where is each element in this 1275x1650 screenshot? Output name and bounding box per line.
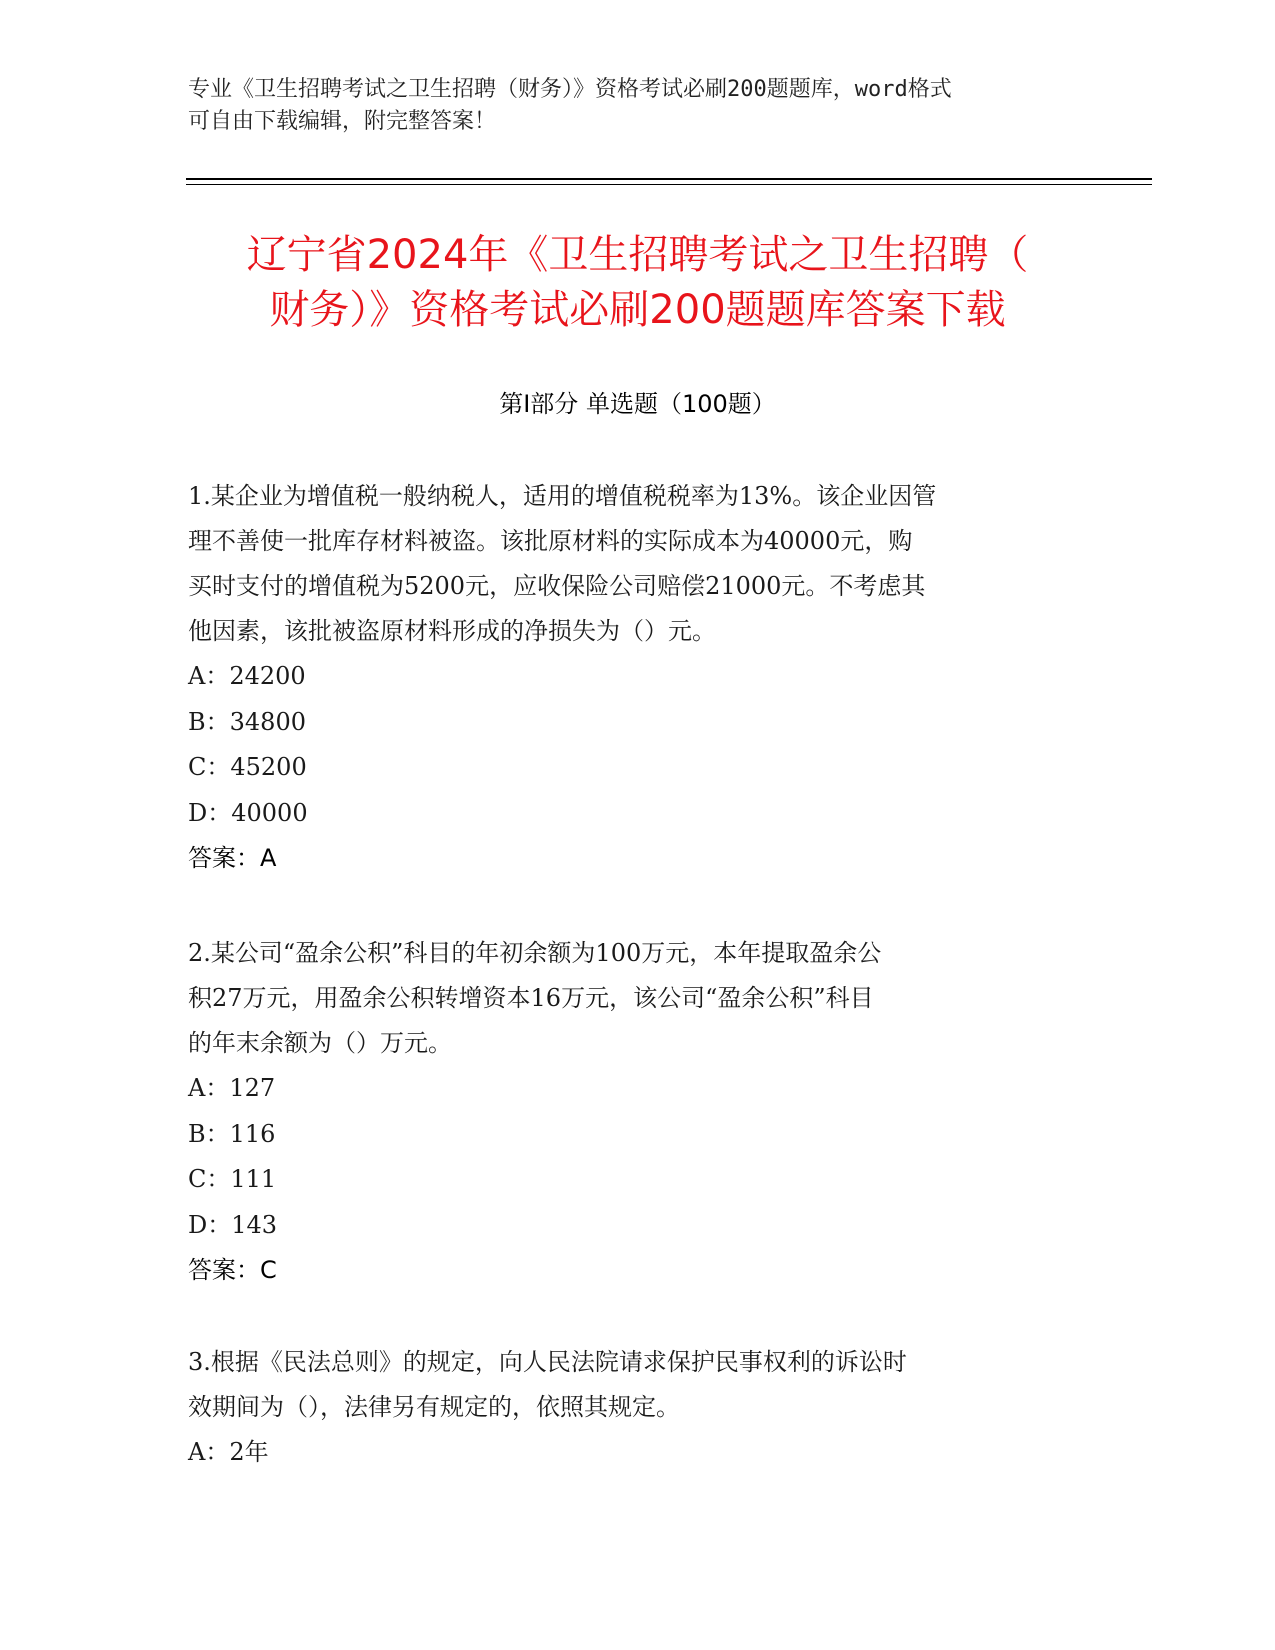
header-note-line: 可自由下载编辑，附完整答案！ xyxy=(188,109,497,134)
section-title: 第Ⅰ部分 单选题（100题） xyxy=(499,390,776,418)
question-stem xyxy=(188,931,1088,1066)
question-1 xyxy=(188,474,1088,881)
option-a: A：2年 xyxy=(188,1438,269,1466)
question-stem-line: 1.某企业为增值税一般纳税人，适用的增值税税率为13%。该企业因管 xyxy=(188,482,937,510)
option-a: A：24200 xyxy=(188,662,306,690)
question-stem-line: 效期间为（），法律另有规定的，依照其规定。 xyxy=(188,1393,680,1421)
option-a: A：127 xyxy=(188,1074,276,1102)
document-title-line: 财务）》资格考试必刷200题题库答案下载 xyxy=(269,287,1006,333)
header-note xyxy=(188,74,1088,138)
header-divider-thick xyxy=(186,178,1152,180)
question-stem-line: 理不善使一批库存材料被盗。该批原材料的实际成本为40000元，购 xyxy=(188,527,913,555)
option-d: D：40000 xyxy=(188,798,308,827)
question-3 xyxy=(188,1340,1088,1476)
question-2 xyxy=(188,931,1088,1293)
question-stem-line: 2.某公司“盈余公积”科目的年初余额为100万元，本年提取盈余公 xyxy=(188,939,882,967)
question-stem xyxy=(188,1340,1088,1430)
question-stem-line: 他因素，该批被盗原材料形成的净损失为（）元。 xyxy=(188,617,716,645)
question-stem xyxy=(188,474,1088,654)
option-c: C：45200 xyxy=(188,753,307,781)
option-d: D：143 xyxy=(188,1210,278,1239)
answer-text: 答案：C xyxy=(188,1256,277,1284)
option-b: B：34800 xyxy=(188,707,306,736)
question-stem-line: 买时支付的增值税为5200元，应收保险公司赔偿21000元。不考虑其 xyxy=(188,572,926,600)
option-c: C：111 xyxy=(188,1165,277,1193)
document-title xyxy=(150,228,1125,338)
answer-text: 答案：A xyxy=(188,844,277,872)
question-stem-line: 积27万元，用盈余公积转增资本16万元，该公司“盈余公积”科目 xyxy=(188,984,874,1012)
question-stem-line: 3.根据《民法总则》的规定，向人民法院请求保护民事权利的诉讼时 xyxy=(188,1348,907,1376)
option-b: B：116 xyxy=(188,1119,276,1148)
question-stem-line: 的年末余额为（）万元。 xyxy=(188,1029,452,1057)
header-divider-thin xyxy=(186,184,1152,185)
document-title-line: 辽宁省2024年《卫生招聘考试之卫生招聘（ xyxy=(246,232,1029,278)
header-note-line: 专业《卫生招聘考试之卫生招聘（财务）》资格考试必刷200题题库，word格式 xyxy=(188,77,952,102)
